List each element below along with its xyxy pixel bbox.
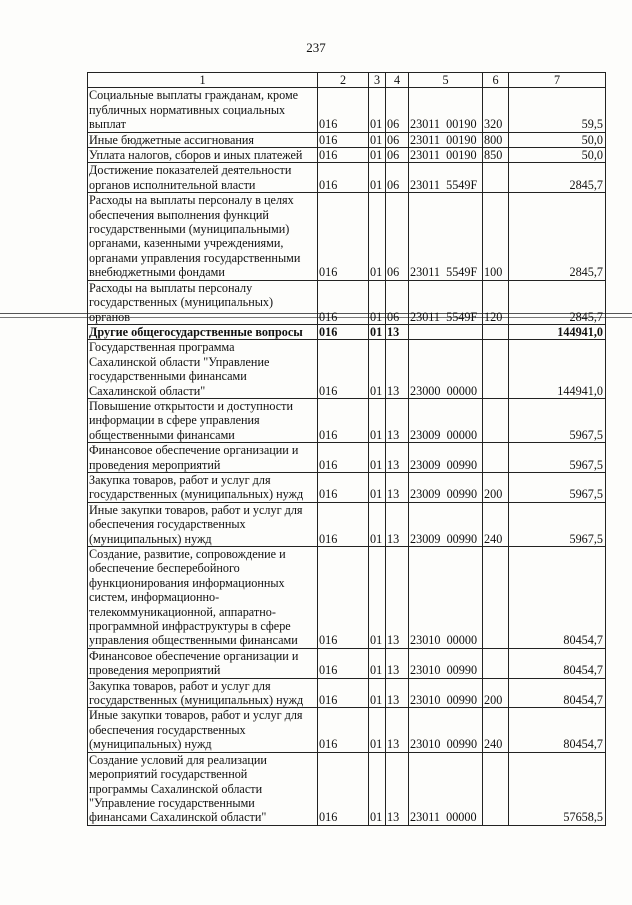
- cell-c2: 016: [318, 280, 369, 324]
- cell-c4: 13: [386, 443, 409, 473]
- cell-c3: 01: [369, 502, 386, 546]
- row-label: Расходы на выплаты персоналу государственных (муниципальных) органов: [88, 280, 318, 324]
- table-row: [88, 324, 606, 339]
- cell-c2: 016: [318, 708, 369, 752]
- cell-c5: 23011 5549F: [409, 163, 483, 193]
- table-row: [88, 678, 606, 708]
- cell-c7: 80454,7: [509, 648, 606, 678]
- cell-c5: 23009 00000: [409, 398, 483, 442]
- cell-c6: [483, 340, 509, 399]
- cell-c7: 5967,5: [509, 443, 606, 473]
- table-row: [88, 340, 606, 399]
- row-label: Расходы на выплаты персоналу в целях обеспечения выполнения функций государственными (муниципальными) органами, казенными учреждениями, органами управления государственными внебюджетными фондами: [88, 193, 318, 280]
- cell-c2: 016: [318, 648, 369, 678]
- header-row: [88, 73, 606, 88]
- table-row: [88, 547, 606, 649]
- row-label: Создание условий для реализации мероприятий государственной программы Сахалинской области "Управление государственными финансами Сахалинской области": [88, 752, 318, 825]
- row-label: Иные закупки товаров, работ и услуг для обеспечения государственных (муниципальных) нужд: [88, 708, 318, 752]
- cell-c4: 13: [386, 547, 409, 649]
- header-cell: 2: [318, 73, 369, 88]
- table-row: [88, 132, 606, 147]
- cell-c5: 23000 00000: [409, 340, 483, 399]
- cell-c6: [483, 547, 509, 649]
- cell-c2: 016: [318, 132, 369, 147]
- cell-c4: 06: [386, 148, 409, 163]
- row-label: Иные закупки товаров, работ и услуг для обеспечения государственных (муниципальных) нужд: [88, 502, 318, 546]
- cell-c5: 23011 00190: [409, 88, 483, 132]
- cell-c5: 23011 00000: [409, 752, 483, 825]
- cell-c3: 01: [369, 472, 386, 502]
- cell-c7: 144941,0: [509, 340, 606, 399]
- cell-c4: 13: [386, 752, 409, 825]
- cell-c5: 23011 5549F: [409, 280, 483, 324]
- cell-c7: 5967,5: [509, 398, 606, 442]
- cell-c4: 13: [386, 324, 409, 339]
- cell-c7: 5967,5: [509, 472, 606, 502]
- row-label: Социальные выплаты гражданам, кроме публичных нормативных социальных выплат: [88, 88, 318, 132]
- cell-c6: 800: [483, 132, 509, 147]
- cell-c7: 5967,5: [509, 502, 606, 546]
- header-cell: 7: [509, 73, 606, 88]
- cell-c4: 06: [386, 280, 409, 324]
- cell-c3: 01: [369, 132, 386, 147]
- row-label: Уплата налогов, сборов и иных платежей: [88, 148, 318, 163]
- cell-c4: 06: [386, 88, 409, 132]
- table-row: [88, 708, 606, 752]
- cell-c3: 01: [369, 324, 386, 339]
- cell-c5: 23011 00190: [409, 148, 483, 163]
- cell-c6: 320: [483, 88, 509, 132]
- row-label: Другие общегосударственные вопросы: [88, 324, 318, 339]
- cell-c3: 01: [369, 678, 386, 708]
- cell-c4: 06: [386, 163, 409, 193]
- cell-c3: 01: [369, 88, 386, 132]
- cell-c6: [483, 648, 509, 678]
- row-label: Создание, развитие, сопровождение и обеспечение бесперебойного функционирования информационных систем, информационно- телекоммуникационной, аппаратно- программной инфраструктуры в сфере управления общественными финансами: [88, 547, 318, 649]
- cell-c4: 06: [386, 132, 409, 147]
- cell-c2: 016: [318, 398, 369, 442]
- table-row: [88, 163, 606, 193]
- header-cell: 3: [369, 73, 386, 88]
- cell-c6: [483, 163, 509, 193]
- cell-c6: 200: [483, 472, 509, 502]
- cell-c2: 016: [318, 88, 369, 132]
- cell-c2: 016: [318, 472, 369, 502]
- cell-c6: [483, 324, 509, 339]
- cell-c7: 50,0: [509, 148, 606, 163]
- cell-c5: 23011 5549F: [409, 193, 483, 280]
- cell-c2: 016: [318, 324, 369, 339]
- cell-c5: 23010 00990: [409, 708, 483, 752]
- cell-c7: 50,0: [509, 132, 606, 147]
- cell-c7: 80454,7: [509, 678, 606, 708]
- header-cell: 6: [483, 73, 509, 88]
- cell-c4: 13: [386, 502, 409, 546]
- cell-c6: [483, 398, 509, 442]
- table-row: [88, 88, 606, 132]
- cell-c4: 13: [386, 340, 409, 399]
- cell-c7: 2845,7: [509, 280, 606, 324]
- row-label: Повышение открытости и доступности информации в сфере управления общественными финансами: [88, 398, 318, 442]
- cell-c3: 01: [369, 163, 386, 193]
- table-row: [88, 148, 606, 163]
- cell-c2: 016: [318, 502, 369, 546]
- cell-c7: 2845,7: [509, 163, 606, 193]
- cell-c6: [483, 752, 509, 825]
- cell-c4: 13: [386, 678, 409, 708]
- cell-c2: 016: [318, 678, 369, 708]
- cell-c4: 13: [386, 708, 409, 752]
- cell-c2: 016: [318, 148, 369, 163]
- table-row: [88, 280, 606, 324]
- cell-c7: 144941,0: [509, 324, 606, 339]
- cell-c4: 13: [386, 472, 409, 502]
- header-cell: 5: [409, 73, 483, 88]
- cell-c3: 01: [369, 148, 386, 163]
- cell-c5: 23010 00990: [409, 648, 483, 678]
- cell-c7: 2845,7: [509, 193, 606, 280]
- cell-c4: 06: [386, 193, 409, 280]
- table-row: [88, 398, 606, 442]
- cell-c3: 01: [369, 752, 386, 825]
- cell-c2: 016: [318, 752, 369, 825]
- cell-c6: 120: [483, 280, 509, 324]
- cell-c2: 016: [318, 340, 369, 399]
- cell-c4: 13: [386, 398, 409, 442]
- cell-c6: 100: [483, 193, 509, 280]
- cell-c3: 01: [369, 193, 386, 280]
- cell-c3: 01: [369, 280, 386, 324]
- cell-c7: 80454,7: [509, 708, 606, 752]
- table-row: [88, 193, 606, 280]
- cell-c5: 23010 00990: [409, 678, 483, 708]
- cell-c3: 01: [369, 340, 386, 399]
- cell-c7: 59,5: [509, 88, 606, 132]
- cell-c6: [483, 443, 509, 473]
- page-number: 237: [306, 40, 326, 55]
- cell-c5: 23009 00990: [409, 472, 483, 502]
- cell-c4: 13: [386, 648, 409, 678]
- cell-c6: 240: [483, 502, 509, 546]
- cell-c5: [409, 324, 483, 339]
- cell-c3: 01: [369, 547, 386, 649]
- cell-c5: 23010 00000: [409, 547, 483, 649]
- cell-c2: 016: [318, 547, 369, 649]
- row-label: Финансовое обеспечение организации и проведения мероприятий: [88, 648, 318, 678]
- cell-c2: 016: [318, 443, 369, 473]
- cell-c3: 01: [369, 443, 386, 473]
- cell-c5: 23009 00990: [409, 502, 483, 546]
- row-label: Финансовое обеспечение организации и проведения мероприятий: [88, 443, 318, 473]
- row-label: Закупка товаров, работ и услуг для государственных (муниципальных) нужд: [88, 472, 318, 502]
- row-label: Государственная программа Сахалинской области "Управление государственными финансами Сахалинской области": [88, 340, 318, 399]
- table-row: [88, 752, 606, 825]
- cell-c5: 23009 00990: [409, 443, 483, 473]
- cell-c2: 016: [318, 163, 369, 193]
- cell-c6: 850: [483, 148, 509, 163]
- table-row: [88, 472, 606, 502]
- cell-c6: 240: [483, 708, 509, 752]
- table-row: [88, 502, 606, 546]
- cell-c3: 01: [369, 398, 386, 442]
- cell-c6: 200: [483, 678, 509, 708]
- cell-c3: 01: [369, 708, 386, 752]
- table-row: [88, 443, 606, 473]
- cell-c2: 016: [318, 193, 369, 280]
- cell-c5: 23011 00190: [409, 132, 483, 147]
- table-row: [88, 648, 606, 678]
- cell-c7: 57658,5: [509, 752, 606, 825]
- cell-c7: 80454,7: [509, 547, 606, 649]
- header-cell: 1: [88, 73, 318, 88]
- header-cell: 4: [386, 73, 409, 88]
- budget-table: [87, 72, 606, 826]
- cell-c3: 01: [369, 648, 386, 678]
- row-label: Иные бюджетные ассигнования: [88, 132, 318, 147]
- row-label: Достижение показателей деятельности органов исполнительной власти: [88, 163, 318, 193]
- row-label: Закупка товаров, работ и услуг для государственных (муниципальных) нужд: [88, 678, 318, 708]
